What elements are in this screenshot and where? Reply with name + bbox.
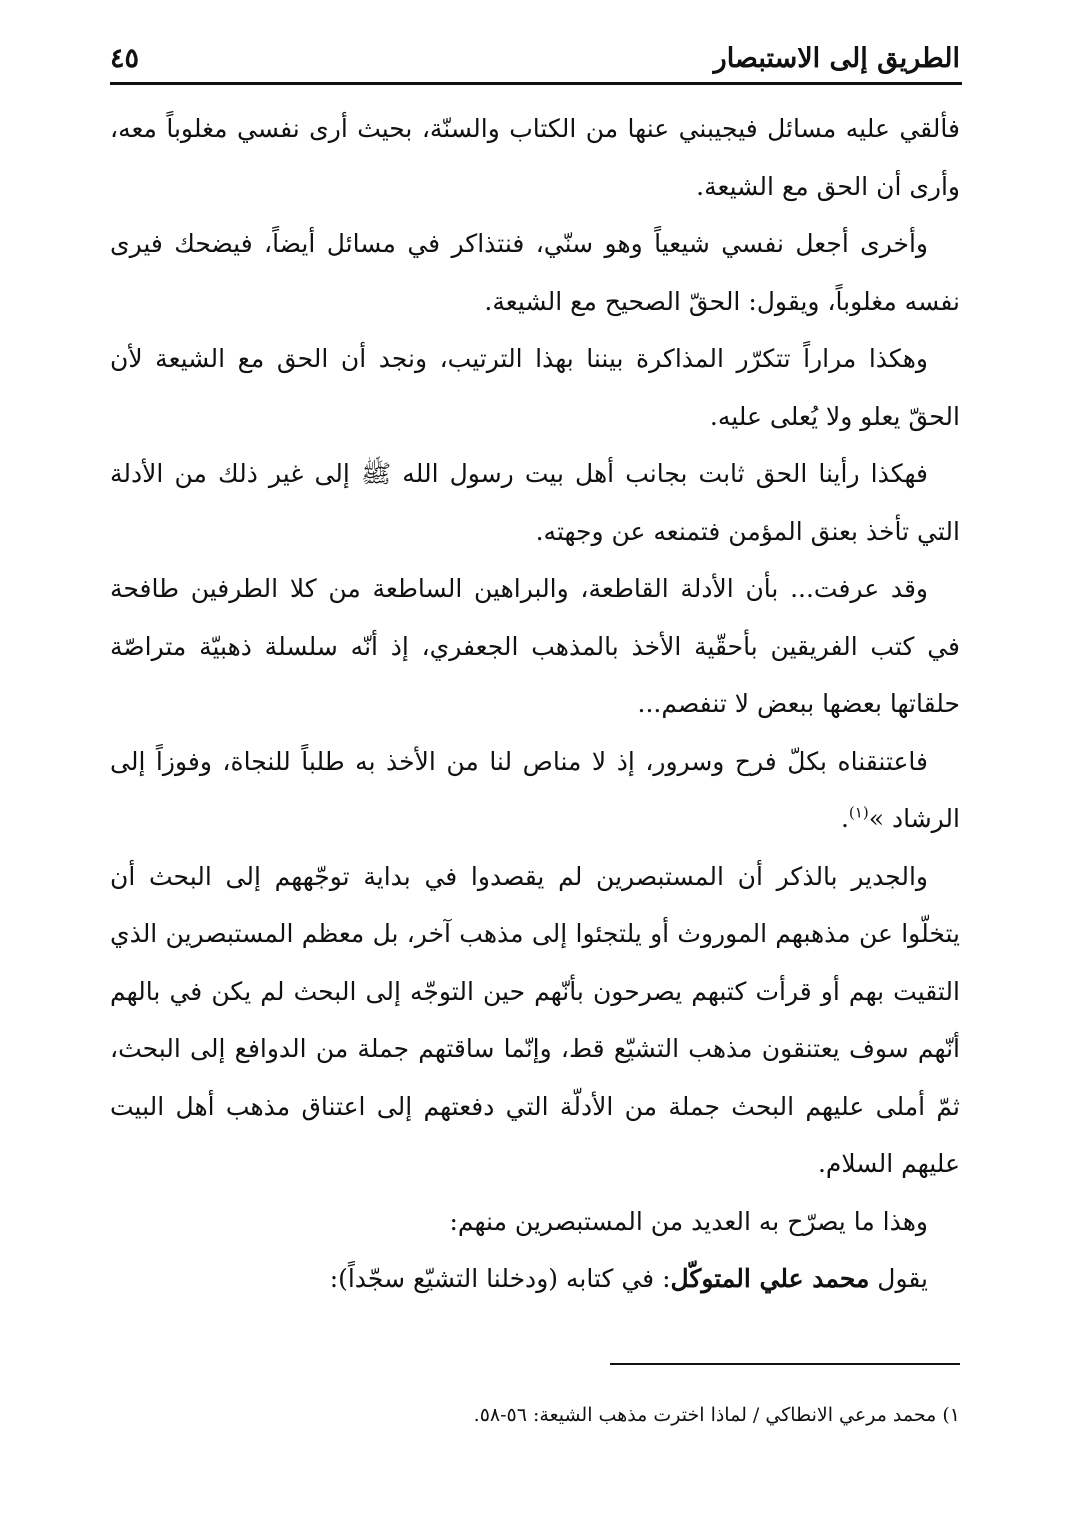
quote-end-text: فاعتنقناه بكلّ فرح وسرور، إذ لا مناص لنا من الأخذ به طلباً للنجاة، وفوزاً إلى الرشاد » xyxy=(110,746,960,833)
footnote-reference: (١) xyxy=(848,803,869,822)
paragraph-1: فألقي عليه مسائل فيجيبني عنها من الكتاب والسنّة، بحيث أرى نفسي مغلوباً معه، وأرى أن الحق مع الشيعة. xyxy=(110,114,960,201)
quote-intro-suffix: : في كتابه (ودخلنا التشيّع سجّداً): xyxy=(329,1264,671,1293)
footnote-rule xyxy=(610,1363,960,1365)
intro-line: وهذا ما يصرّح به العديد من المستبصرين منهم: xyxy=(449,1206,928,1236)
quote-intro-prefix: يقول xyxy=(869,1264,928,1293)
quote-intro-line xyxy=(110,1250,960,1308)
running-title: الطريق إلى الاستبصار xyxy=(713,42,960,74)
paragraph-4: فهكذا رأينا الحق ثابت بجانب أهل بيت رسول الله ﷺ إلى غير ذلك من الأدلة التي تأخذ بعنق المؤمن فتمنعه عن وجهته. xyxy=(110,459,960,546)
paragraph-2: وأخرى أجعل نفسي شيعياً وهو سنّي، فنتذاكر في مسائل أيضاً، فيضحك فيرى نفسه مغلوباً، ويقول: الحقّ الصحيح مع الشيعة. xyxy=(110,229,960,316)
header-rule xyxy=(110,82,962,85)
page-number: ٤٥ xyxy=(110,42,140,74)
paragraph-3: وهكذا مراراً تتكرّر المذاكرة بيننا بهذا الترتيب، ونجد أن الحق مع الشيعة لأن الحقّ يعلو ولا يُعلى عليه. xyxy=(110,344,960,431)
footnote: ١) محمد مرعي الانطاكي / لماذا اخترت مذهب الشيعة: ٥٦-٥٨. xyxy=(473,1404,960,1426)
author-name: محمد علي المتوكّل xyxy=(670,1264,870,1293)
body-text xyxy=(110,100,960,1308)
paragraph-5: وقد عرفت... بأن الأدلة القاطعة، والبراهين الساطعة من كلا الطرفين طافحة في كتب الفريقين بأحقّية الأخذ بالمذهب الجعفري، إذ أنّه سلسلة ذهبيّة متراصّة حلقاتها بعضها ببعض لا تنفصم... xyxy=(110,574,960,718)
quote-end-tail: . xyxy=(840,804,849,833)
paragraph-7: والجدير بالذكر أن المستبصرين لم يقصدوا في بداية توجّههم إلى البحث أن يتخلّوا عن مذهبهم الموروث أو يلتجئوا إلى مذهب آخر، بل معظم المستبصرين الذي التقيت بهم أو قرأت كتبهم يصرحون بأنّهم حين التوجّه إلى البحث لم يكن في بالهم أنّهم سوف يعتنقون مذهب التشيّع قط، وإنّما ساقتهم جملة من الدوافع إلى البحث، ثمّ أملى عليهم البحث جملة من الأدلّة التي دفعتهم إلى اعتناق مذهب أهل البيت عليهم السلام. xyxy=(110,861,960,1178)
paragraph-6 xyxy=(110,733,960,848)
page-header xyxy=(110,38,960,78)
